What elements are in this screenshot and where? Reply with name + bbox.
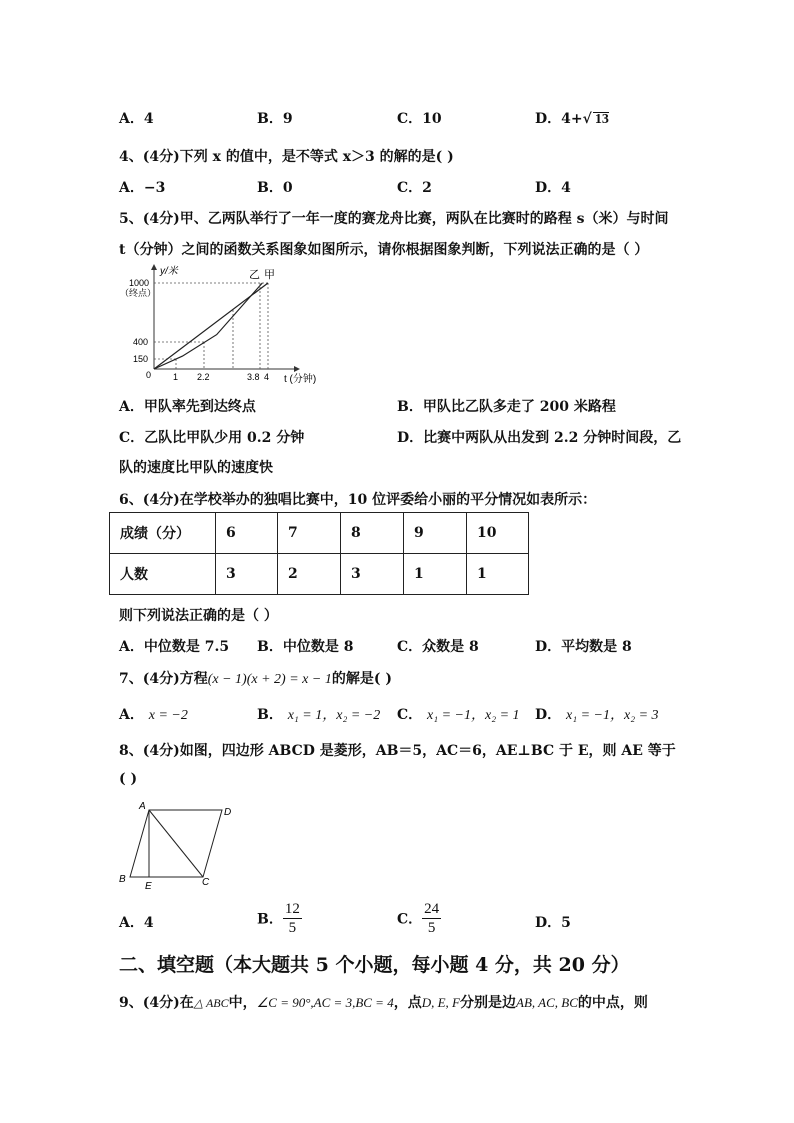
q5-option-d-continued: 队的速度比甲队的速度快 — [119, 460, 273, 476]
q8-option-b: B． $\frac{12}{5}$ — [257, 901, 300, 936]
series-label-jia: 甲 — [264, 269, 275, 281]
q5-option-c: C．乙队比甲队少用 0.2 分钟 — [119, 430, 305, 446]
point-a-label: A — [139, 801, 146, 812]
q4-option-a: A．−3 — [119, 180, 166, 196]
table-cell: 9 — [404, 513, 467, 554]
q8-option-c: C． $\frac{24}{5}$ — [397, 901, 440, 936]
table-cell: 3 — [216, 554, 278, 595]
table-cell: 1 — [404, 554, 467, 595]
q3-option-c: C．10 — [397, 111, 442, 127]
q7-stem: 7、(4分)方程(x − 1)(x + 2) = x − 1的解是( ) — [119, 671, 392, 687]
finish-label: （终点） — [120, 288, 157, 298]
x-axis-arrow — [294, 366, 300, 372]
table-cell: 10 — [467, 513, 529, 554]
x-tick-2-2: 2.2 — [197, 372, 210, 382]
table-row — [110, 513, 529, 554]
y-tick-150: 150 — [133, 354, 149, 364]
q8-stem: 8、(4分)如图，四边形 ABCD 是菱形，AB＝5，AC＝6，AE⊥BC 于 E，则 AE 等于 — [119, 743, 676, 759]
y-axis-arrow — [151, 264, 157, 270]
point-c-label: C — [202, 877, 210, 888]
q4-option-c: C．2 — [397, 180, 432, 196]
q6-option-a: A．中位数是 7.5 — [119, 639, 230, 655]
table-cell: 6 — [216, 513, 278, 554]
point-e-label: E — [145, 881, 152, 892]
x-tick-3-8: 3.8 — [247, 372, 260, 382]
q6-option-d: D．平均数是 8 — [535, 639, 632, 655]
x-tick-1: 1 — [173, 372, 179, 382]
table-cell: 3 — [341, 554, 404, 595]
table-row — [110, 554, 529, 595]
y-tick-1000: 1000 — [129, 278, 150, 288]
q8-option-a: A．4 — [119, 915, 154, 931]
table-cell: 8 — [341, 513, 404, 554]
y-tick-400: 400 — [133, 337, 149, 347]
q7-option-a: A． x = −2 — [119, 707, 188, 723]
table-cell: 人数 — [110, 554, 216, 595]
table-cell: 2 — [278, 554, 341, 595]
y-axis-label: y/米 — [160, 266, 178, 277]
q5-option-b: B．甲队比乙队多走了 200 米路程 — [397, 399, 616, 415]
q6-option-b: B．中位数是 8 — [257, 639, 354, 655]
table-cell: 7 — [278, 513, 341, 554]
q6-stem: 6、(4分)在学校举办的独唱比赛中，10 位评委给小丽的平分情况如表所示： — [119, 492, 597, 508]
q5-option-d: D．比赛中两队从出发到 2.2 分钟时间段，乙 — [397, 430, 682, 446]
q8-option-d: D．5 — [535, 915, 571, 931]
x-tick-4: 4 — [264, 372, 270, 382]
q8-stem-line2: ( ) — [119, 771, 138, 787]
q3-option-b: B．9 — [257, 111, 293, 127]
q6-option-c: C．众数是 8 — [397, 639, 479, 655]
q4-stem: 4、(4分)下列 x 的值中，是不等式 x＞3 的解的是( ) — [119, 149, 454, 165]
diagonal-ac — [149, 810, 203, 877]
q5-stem-line1: 5、(4分)甲、乙两队举行了一年一度的赛龙舟比赛，两队在比赛时的路程 s（米）与时间 — [119, 211, 669, 227]
table-cell: 成绩（分） — [110, 513, 216, 554]
point-d-label: D — [224, 807, 232, 818]
x-axis-label: t (分钟) — [284, 374, 317, 385]
q6-follow: 则下列说法正确的是（ ） — [119, 608, 278, 624]
section-title: 二、填空题（本大题共 5 个小题，每小题 4 分，共 20 分） — [119, 954, 630, 976]
q9-stem: 9、(4分)在△ ABC中，∠C = 90°,AC = 3,BC = 4，点D, E, F分别是边AB, AC, BC的中点，则 — [119, 995, 648, 1011]
q5-option-a: A．甲队率先到达终点 — [119, 399, 256, 415]
series-label-yi: 乙 — [249, 269, 260, 281]
q3-option-d: D．4+√ 13 — [535, 111, 609, 127]
table-cell: 1 — [467, 554, 529, 595]
q4-option-b: B．0 — [257, 180, 293, 196]
q5-distance-time-graph — [116, 262, 336, 388]
q7-option-d: D． x₁ = −1，x₂ = 3 — [535, 707, 659, 723]
q8-rhombus-figure — [112, 800, 242, 892]
q5-stem-line2: t（分钟）之间的函数关系图象如图所示，请你根据图象判断，下列说法正确的是（ ） — [119, 242, 649, 258]
q3-option-a: A．4 — [119, 111, 154, 127]
q6-score-table — [109, 512, 529, 595]
q4-option-d: D．4 — [535, 180, 571, 196]
point-b-label: B — [119, 874, 126, 885]
q7-option-c: C． x₁ = −1，x₂ = 1 — [397, 707, 520, 723]
origin-label: 0 — [146, 370, 152, 380]
q7-option-b: B． x₁ = 1，x₂ = −2 — [257, 707, 381, 723]
